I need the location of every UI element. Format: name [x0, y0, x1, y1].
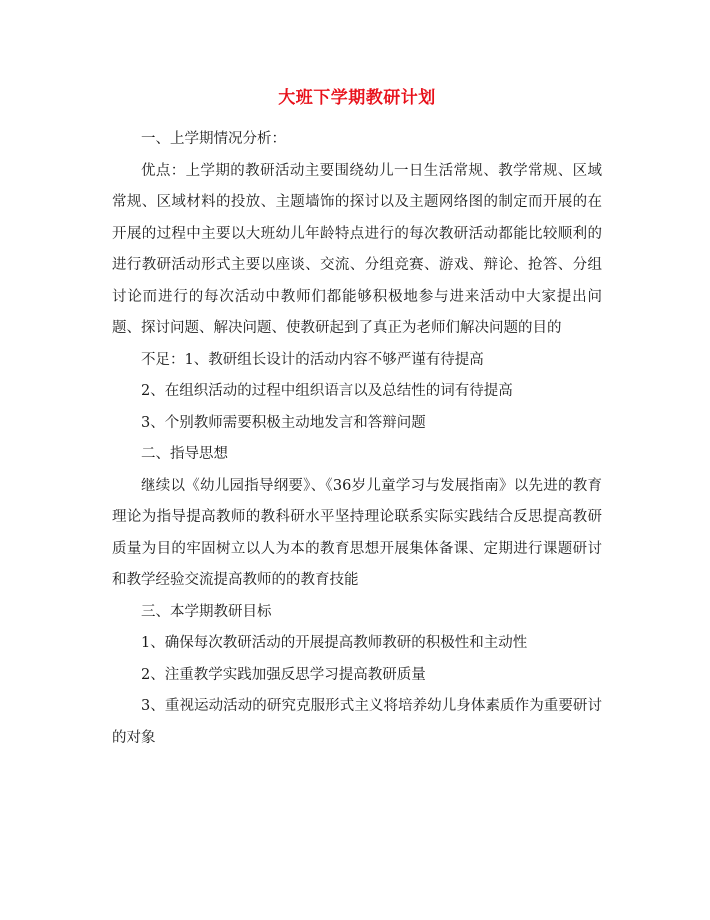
section-heading-analysis: 一、上学期情况分析： [141, 131, 286, 147]
paragraph-strengths: 优点：上学期的教研活动主要围绕幼儿一日生活常规、教学常规、区域常规、区域材料的投放、主题墙饰的探讨以及主题网络图的制定而开展的在开展的过程中主要以大班幼儿年龄特点进行的每次教研活动都能比较顺利的进行教研活动形式主要以座谈、交流、分组竞赛、游戏、辩论、抢答、分组讨论而进行的每次活动中教师们都能够积极地参与进来活动中大家提出问题、探讨问题、解决问题、使教研起到了真正为老师们解决问题的目的 [112, 162, 602, 336]
document-title: 大班下学期教研计划 [278, 88, 436, 108]
paragraph-goal-2: 2、注重教学实践加强反思学习提高教研质量 [141, 666, 426, 683]
paragraph-guiding-thought: 继续以《幼儿园指导纲要》、《36岁儿童学习与发展指南》以先进的教育理论为指导提高教师的教科研水平坚持理论联系实际实践结合反思提高教研质量为目的牢固树立以人为本的教育思想开展集体备课、定期进行课题研讨和教学经验交流提高教师的的教育技能 [112, 477, 602, 588]
paragraph-weakness-1: 不足：1、教研组长设计的活动内容不够严谨有待提高 [141, 351, 484, 368]
section-heading-guiding-thought: 二、指导思想 [141, 446, 228, 462]
section-heading-goals: 三、本学期教研目标 [141, 603, 272, 620]
paragraph-goal-1: 1、确保每次教研活动的开展提高教师教研的积极性和主动性 [141, 635, 528, 651]
paragraph-weakness-2: 2、在组织活动的过程中组织语言以及总结性的词有待提高 [141, 383, 513, 399]
paragraph-goal-3: 3、重视运动活动的研究克服形式主义将培养幼儿身体素质作为重要研讨的对象 [112, 698, 602, 746]
paragraph-weakness-3: 3、个别教师需要积极主动地发言和答辩问题 [141, 414, 426, 431]
document-page [112, 86, 602, 754]
